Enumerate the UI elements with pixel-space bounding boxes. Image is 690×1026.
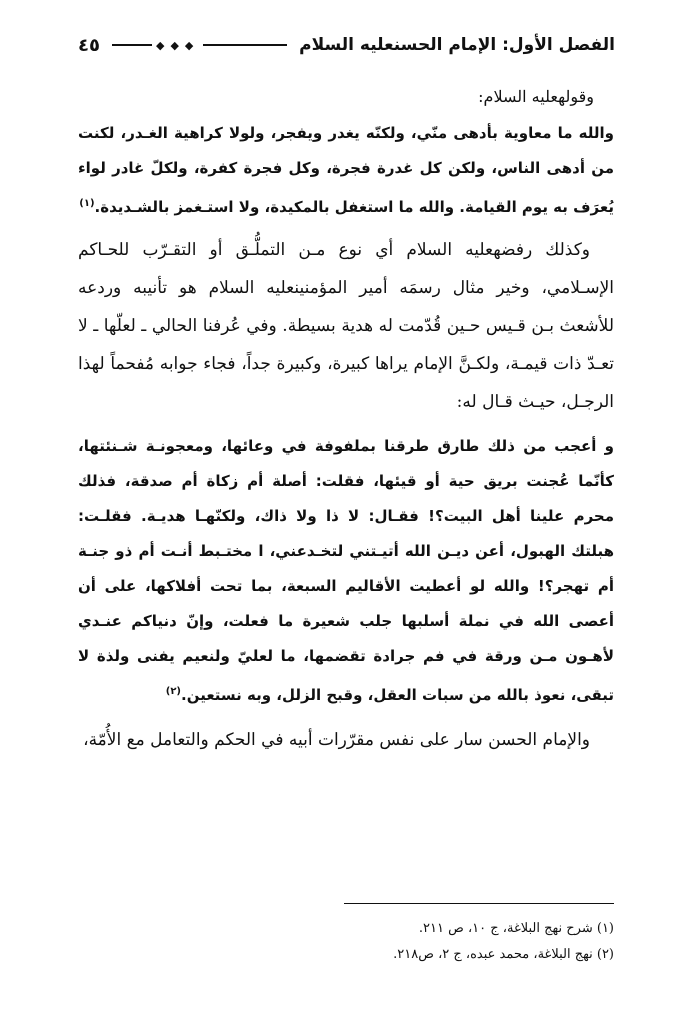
paragraph-1: وكذلك رفضهعليه السلام أي نوع مـن التملُّـق أو التقـرّب للحـاكم الإسـلامي، وخير مثال رسمَه أمير المؤمنينعليه السلام هو تأنيبه وردعه للأشعث بـن قـيس حـين قُدّمت له هدية بسيطة. وفي عُرفنا الحالي ـ لعلّها ـ لا تعـدّ ذات قيمـة، ولكـنَّ الإمام يراها كبيرة، وكبيرة جداً، فجاء جوابه مُفحماً لهذا الرجـل، حيـث قـال له: (78, 240, 614, 412)
footnote-2: (٢) نهج البلاغة، محمد عبده، ج ٢، ص٢١٨. (393, 947, 614, 962)
quote-2-text: و أعجب من ذلك طارق طرقنا بملفوفة في وعائها، ومعجونـة شـنئتها، كأنّما عُجنت بريق حية أو قيئها، فقلت: أصلة أم زكاة أم صدقة، فذلك محرم علينا أهل البيت؟! فقـال: لا ذا ولا ذاك، ولكنّهـا هديـة. فقلـت: هبلتك الهبول، أعن ديـن الله أتيـتني لتخـدعني، ا مختـبط أنـت أم ذو جنـة أم تهجر؟! والله لو أعطيت الأقاليم السبعة، بما تحت أفلاكها، على أن أعصى الله في نملة أسلبها جلب شعيرة ما فعلت، وإنّ دنياكم عنـدي لأهـون مـن ورقة في فم جرادة تقضمها، ما لعليّ ولنعيم يفنى ولذة لا تبقى، نعوذ بالله من سبات العقل، وقبح الزلل، وبه نستعين. (78, 437, 614, 704)
quote-1-text: والله ما معاوية بأدهى منّي، ولكنّه يغدر ويفجر، ولولا كراهية الغـدر، لكنت من أدهى الناس، ولكن كل غدرة فجرة، وكل فجرة كفرة، ولكلّ غادر لواء يُعرَف به يوم القيامة. والله ما استغفل بالمكيدة، ولا استـغمز بالشـديدة. (78, 124, 614, 216)
footnote-divider (344, 903, 614, 904)
footnotes (78, 916, 614, 968)
diamond-ornament-icon: ◆◆◆ (152, 39, 203, 52)
chapter-title: الفصل الأول: الإمام الحسنعليه السلام (299, 35, 615, 55)
footnote-ref-2: (٢) (165, 686, 181, 697)
running-header (78, 30, 615, 60)
footnote-ref-1: (١) (79, 198, 95, 209)
quote-intro: وقولهعليه السلام: (478, 87, 594, 106)
main-text (78, 82, 614, 759)
footnote-1: (١) شرح نهج البلاغة، ج ١٠، ص ٢١١. (418, 921, 614, 936)
quote-block-2 (78, 429, 614, 713)
paragraph-2: والإمام الحسن سار على نفس مقرّرات أبيه في الحكم والتعامل مع الأُمّة، (83, 730, 590, 750)
quote-block-1 (78, 116, 614, 225)
page-number: ٤٥ (78, 34, 100, 56)
header-rule (112, 39, 287, 52)
